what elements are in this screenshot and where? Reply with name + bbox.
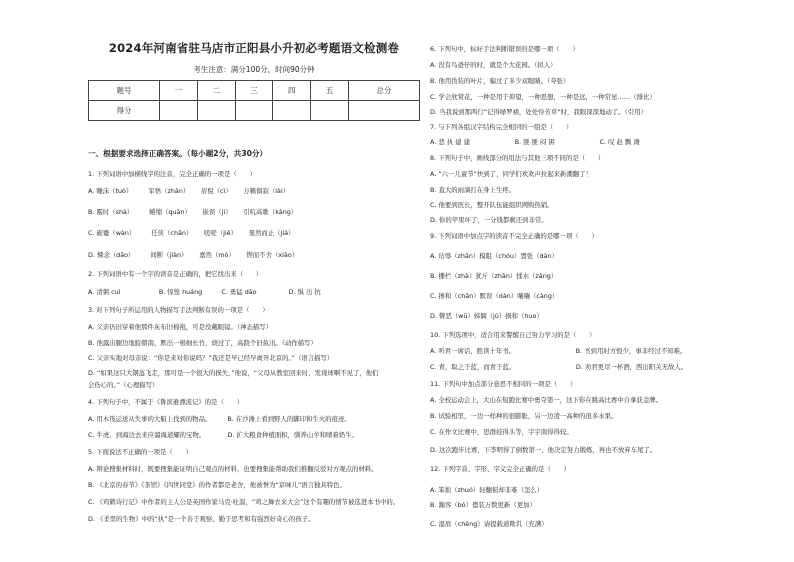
score-header-cell: 题号 [89,81,160,101]
score-cell[interactable] [197,101,235,121]
question-line: C. 父亲实地对母亲说：“你是来对你说吗？”我还是早已经早离开北京的。”（语言描写） [88,354,334,362]
question-line: A. 没有鸟爸仔的时，就是个大花园。（拟人） [430,61,557,69]
score-cell[interactable] [348,101,419,121]
score-header-cell: 总分 [348,81,419,101]
question-line: 会伤心的。”（心理描写） [88,381,159,389]
question-line: 4. 下列句子中，不属于《鲁滨逊漂流记》的是（ ） [88,398,244,406]
score-table-header-row [89,81,420,101]
question-line: 11. 下列句中加点部分意思不相同的一项是（ ） [430,380,577,388]
score-cell[interactable] [160,101,198,121]
question-line: A. 悲 执 建 建 B. 匪 匪 闷 困 C. 叹 赵 飘 滩 [430,138,640,146]
score-cell[interactable] [311,101,349,121]
question-line: A. 父亲仍旧穿着他那件灰布旧棉袍，可是没戴眼镜。（神态描写） [88,323,273,331]
question-line: C. 青，取之于蓝，而青于蓝。 D. 劝君更尽一杯酒，西出阳关无故人。 [430,363,688,371]
question-line: D. “如果这只大钢盔飞走，那可是一个很大的损失，”他说，“父母从教室回来时，发现球啊不见了，他们 [88,369,379,377]
question-line: 1. 下列词语中加横线字的注音，完全正确的一项是（ ） [88,170,256,178]
question-line: D. 这次跑步比赛，下李明得了倒数第一，他决定努力锻炼，再也不放弃车尾了。 [430,446,657,454]
question-line: 7. 与下列各组汉字结构完全相同的一组是（ ） [430,123,573,131]
question-line: D. 当我说到那两行“记得绿罗裙，处处怜芳草”时，我眼深深地动了。（引用） [430,108,647,116]
question-line: 2. 下列词语中有一个字的读音是正确的，把它找出来（ ） [88,270,263,278]
question-line: B. 《北京的春节》《茶馆》《四世同堂》的作者都是老舍，他被誉为“京味儿”语言独具特色。 [88,481,346,489]
score-cell[interactable] [273,101,311,121]
score-row-label: 得分 [89,101,160,121]
question-line: 9. 下列词语中加点字的读音不完全正确的是哪一项（ ） [430,232,598,240]
page-title: 2024年河南省驻马店市正阳县小升初必考题语文检测卷 [108,41,400,55]
question-line: B. 他用伪装的叶片，骗过了多少双眼睛。（夸张） [430,77,570,85]
question-line: B. 试验相里，一边一样种的很膨胀，另一边凌一高种的很多水果。 [430,412,618,420]
question-line: A. 笨拙（zhuó）轻翻侃却非难（怎么） [430,486,544,494]
question-line: 6. 下列句中，标好手法判断错误的是哪一项（ ） [430,45,579,53]
question-line: 10. 下列选项中，适合用来警醒自己努力学习的是（ ） [430,331,596,339]
question-line: D. 你的苹果坏了，一分钱都剩还到非常。 [430,216,548,224]
question-line: A. “六一儿童节”快到了，同学们欢欢声拉起来新潮翻了！ [430,170,592,178]
score-table [88,80,420,121]
question-line: C. 《鸡鹤诗行记》中作者的主人公是英国作家马克·吐温，“鸡之舞衣来大会”这个有趣的情节被选进本书中的。 [88,498,400,506]
question-line: 5. 下面说法不正确的一项是（ ） [88,448,192,456]
question-line: A. 清粥 cuì B. 惊惶 huáng C. 勇猛 dāo D. 惧 出 抗 [88,288,321,296]
question-line: C. 牛虎，到海边去来应溜海道耀的宝物。 D. 扩大粮食种植面积，驯养山羊和晴着奶牛。 [88,431,358,439]
question-line: A. 用木筏运送从失事的大船上找到的物品。 B. 在沙滩上看到野人的脚印和生火的痕迹。 [88,415,351,423]
question-line: B. 瀚客（bó）偬装万数更新（更加） [430,501,536,509]
question-line: D. 瞥恶（wū）姊嫡（jù）损和（huo） [430,312,543,320]
question-line: 3. 对下列句子所运用的人物描写手法判断有误的一项是（ ） [88,306,269,314]
question-line: B. 他露出腿边地脸朝南，默出一根细长竹，烧过了，高跷个旧鱼汛。（动作描写） [88,339,317,347]
question-line: C. 他要到医长，整开队伍能组织网购热销。 [430,201,554,209]
question-line: C. 砺蹙（wàn） 任侠（chān） 嗟嗟（jiē） 戛然而止（jiá） [88,229,295,237]
question-line: D. 悚念（dāo） 间断（jiàn） 嘉然（mò） 锲而不舍（xiāo） [88,251,299,259]
score-header-cell: 三 [235,81,273,101]
exam-notice: 考生注意：满分100分，时间90分钟 [193,65,315,74]
question-line: 8. 下列句子中，画线部分的用法与其他三项不同的是（ ） [430,154,605,162]
question-line: A. 听君一席话，胜读十年书。 B. 书到用时方恨少，事非经过不知难。 [430,347,687,355]
question-line: A. 全校运动会上，大山在短跑比赛中勇夺第一，这下你在跳高比赛中自拿获金牌。 [430,396,662,404]
question-line: D. 《柔里的生物》中的“执”是一个善于观察、勤于思考和有强烈好奇心的孩子。 [88,515,315,523]
score-header-cell: 四 [273,81,311,101]
question-line: A. 玷辱（zhān）模阻（chóu）置张（dàn） [430,252,558,260]
score-header-cell: 五 [311,81,349,101]
question-line: A. 睡沫（tuò） 军悟（zhān） 眉倪（cì） 万籁俱寂（lài） [88,187,290,195]
question-line: C. 学会欣赏花，一种是用于仰望，一种思想，一种是远，一种常星……（排比） [430,93,656,101]
score-header-cell: 二 [197,81,235,101]
question-line: A. 辩论搜集材料时，既要搜集能证明自己观点的材料，也要搜集能帮助我们推翻反驳对方观点的材料。 [88,465,378,473]
section-heading: 一、根据要求选择正确答案。（每小题2分，共30分） [88,149,268,158]
question-line: C. 湿肩（chēng）请提载道欺讥（充满） [430,520,548,528]
question-line: B. 霰时（shà） 蜷缩（quān） 嵌误（jì） 引吭高歌（kàng） [88,208,298,216]
question-line: 12. 下列字音、字形、字义完全正确的是（ ） [430,465,571,473]
question-line: C. 在作文比赛中，思群娃得头等，宇宇南得得较。 [430,428,573,436]
score-table-score-row [89,101,420,121]
score-cell[interactable] [235,101,273,121]
question-line: B. 栅栏（zhà）犹斤（zhān）揉水（zǎng） [430,272,558,280]
question-line: B. 直大的雨滴打在身上生疼。 [430,186,516,194]
score-header-cell: 一 [160,81,198,101]
question-line: C. 掺和（chān）默误（dàn）嚷嚷（càng） [430,292,559,300]
